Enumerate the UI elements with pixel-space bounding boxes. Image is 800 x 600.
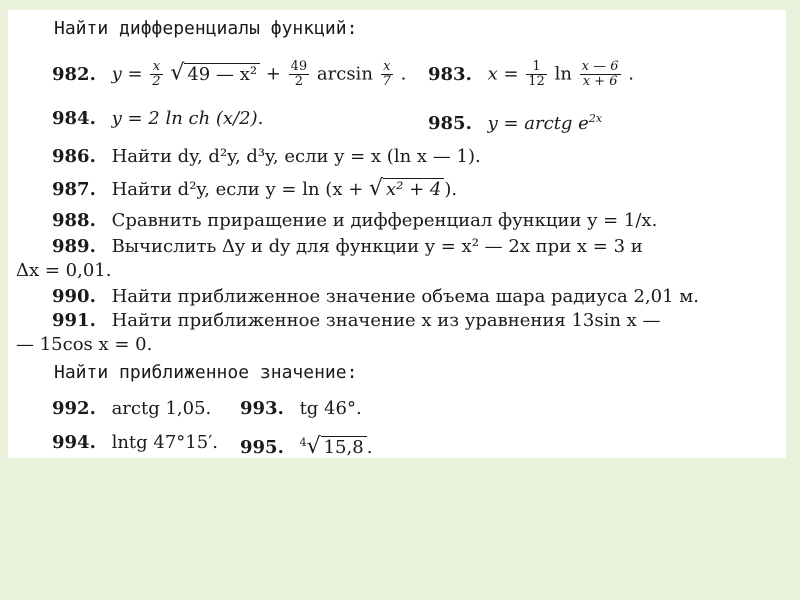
problem-text: arctg 1,05. bbox=[111, 398, 212, 419]
problem-991 bbox=[52, 310, 661, 332]
problem-993 bbox=[240, 398, 362, 420]
problem-number: 987. bbox=[52, 179, 96, 200]
section-title-differentials: Найти дифференциалы функций: bbox=[54, 18, 358, 39]
problem-text: Сравнить приращение и дифференциал функции y = 1/x. bbox=[111, 210, 658, 231]
problem-text: Найти приближенное значение x из уравнения 13sin x — bbox=[111, 310, 661, 331]
formula-lhs: x = bbox=[487, 63, 519, 85]
problem-994 bbox=[52, 432, 218, 454]
problem-989 bbox=[52, 236, 643, 258]
problem-text: y = 2 ln ch (x/2). bbox=[111, 108, 264, 129]
problem-number: 988. bbox=[52, 210, 96, 231]
problem-number: 986. bbox=[52, 146, 96, 167]
fraction: $\frac{x — 6}{x + 6}$ bbox=[581, 59, 619, 89]
exponent: 2x bbox=[588, 112, 603, 125]
problem-number: 984. bbox=[52, 108, 96, 129]
period: . bbox=[366, 437, 373, 458]
root-sign: √ bbox=[170, 60, 185, 86]
problem-number: 991. bbox=[52, 310, 96, 331]
problem-982 bbox=[52, 60, 406, 89]
problem-991-continuation: — 15cos x = 0. bbox=[16, 334, 153, 355]
section-title-approximate: Найти приближенное значение: bbox=[54, 362, 358, 383]
problem-number: 995. bbox=[240, 437, 284, 458]
problem-992 bbox=[52, 398, 211, 420]
problem-number: 982. bbox=[52, 63, 96, 85]
problem-984 bbox=[52, 108, 263, 130]
problem-sheet bbox=[8, 10, 786, 458]
ln-label: ln bbox=[554, 63, 572, 85]
arcsin-label: arcsin bbox=[316, 63, 373, 85]
problem-text: Найти dy, d²y, d³y, если y = x (ln x — 1). bbox=[111, 146, 481, 167]
problem-text-end: ). bbox=[444, 179, 458, 200]
radicand: x² + 4 bbox=[383, 178, 444, 200]
problem-number: 993. bbox=[240, 398, 284, 419]
plus-sign: + bbox=[265, 63, 281, 85]
fraction: $\frac{49}{2}$ bbox=[290, 59, 308, 89]
radicand: 49 — x² bbox=[184, 63, 260, 85]
root-sign: √ bbox=[306, 434, 321, 459]
problem-983 bbox=[428, 60, 634, 89]
formula-lhs: y = bbox=[111, 63, 143, 85]
problem-988 bbox=[52, 210, 657, 232]
problem-text: Найти d²y, если y = ln (x + bbox=[111, 179, 369, 200]
problem-number: 989. bbox=[52, 236, 96, 257]
problem-987 bbox=[52, 178, 457, 201]
problem-text: tg 46°. bbox=[299, 398, 362, 419]
period: . bbox=[400, 63, 407, 85]
problem-text: y = arctg e bbox=[487, 113, 589, 134]
problem-text: Найти приближенное значение объема шара радиуса 2,01 м. bbox=[111, 286, 700, 307]
problem-number: 992. bbox=[52, 398, 96, 419]
problem-990 bbox=[52, 286, 699, 308]
period: . bbox=[628, 63, 634, 85]
problem-number: 990. bbox=[52, 286, 96, 307]
root-sign: √ bbox=[369, 176, 384, 201]
problem-985 bbox=[428, 108, 602, 135]
problem-number: 985. bbox=[428, 113, 472, 134]
problem-text: lntg 47°15′. bbox=[111, 432, 219, 453]
fraction: $\frac{x}{7}$ bbox=[382, 59, 391, 89]
problem-number: 983. bbox=[428, 63, 472, 85]
radicand: 15,8 bbox=[321, 436, 367, 458]
root-index: 4 bbox=[299, 436, 307, 449]
fraction: $\frac{x}{2}$ bbox=[152, 59, 161, 89]
problem-text: Вычислить Δy и dy для функции y = x² — 2x при x = 3 и bbox=[111, 236, 643, 257]
problem-995 bbox=[240, 432, 372, 459]
problem-989-continuation: Δx = 0,01. bbox=[16, 260, 112, 281]
problem-986 bbox=[52, 146, 481, 168]
problem-number: 994. bbox=[52, 432, 96, 453]
fraction: $\frac{1}{12}$ bbox=[528, 59, 545, 89]
